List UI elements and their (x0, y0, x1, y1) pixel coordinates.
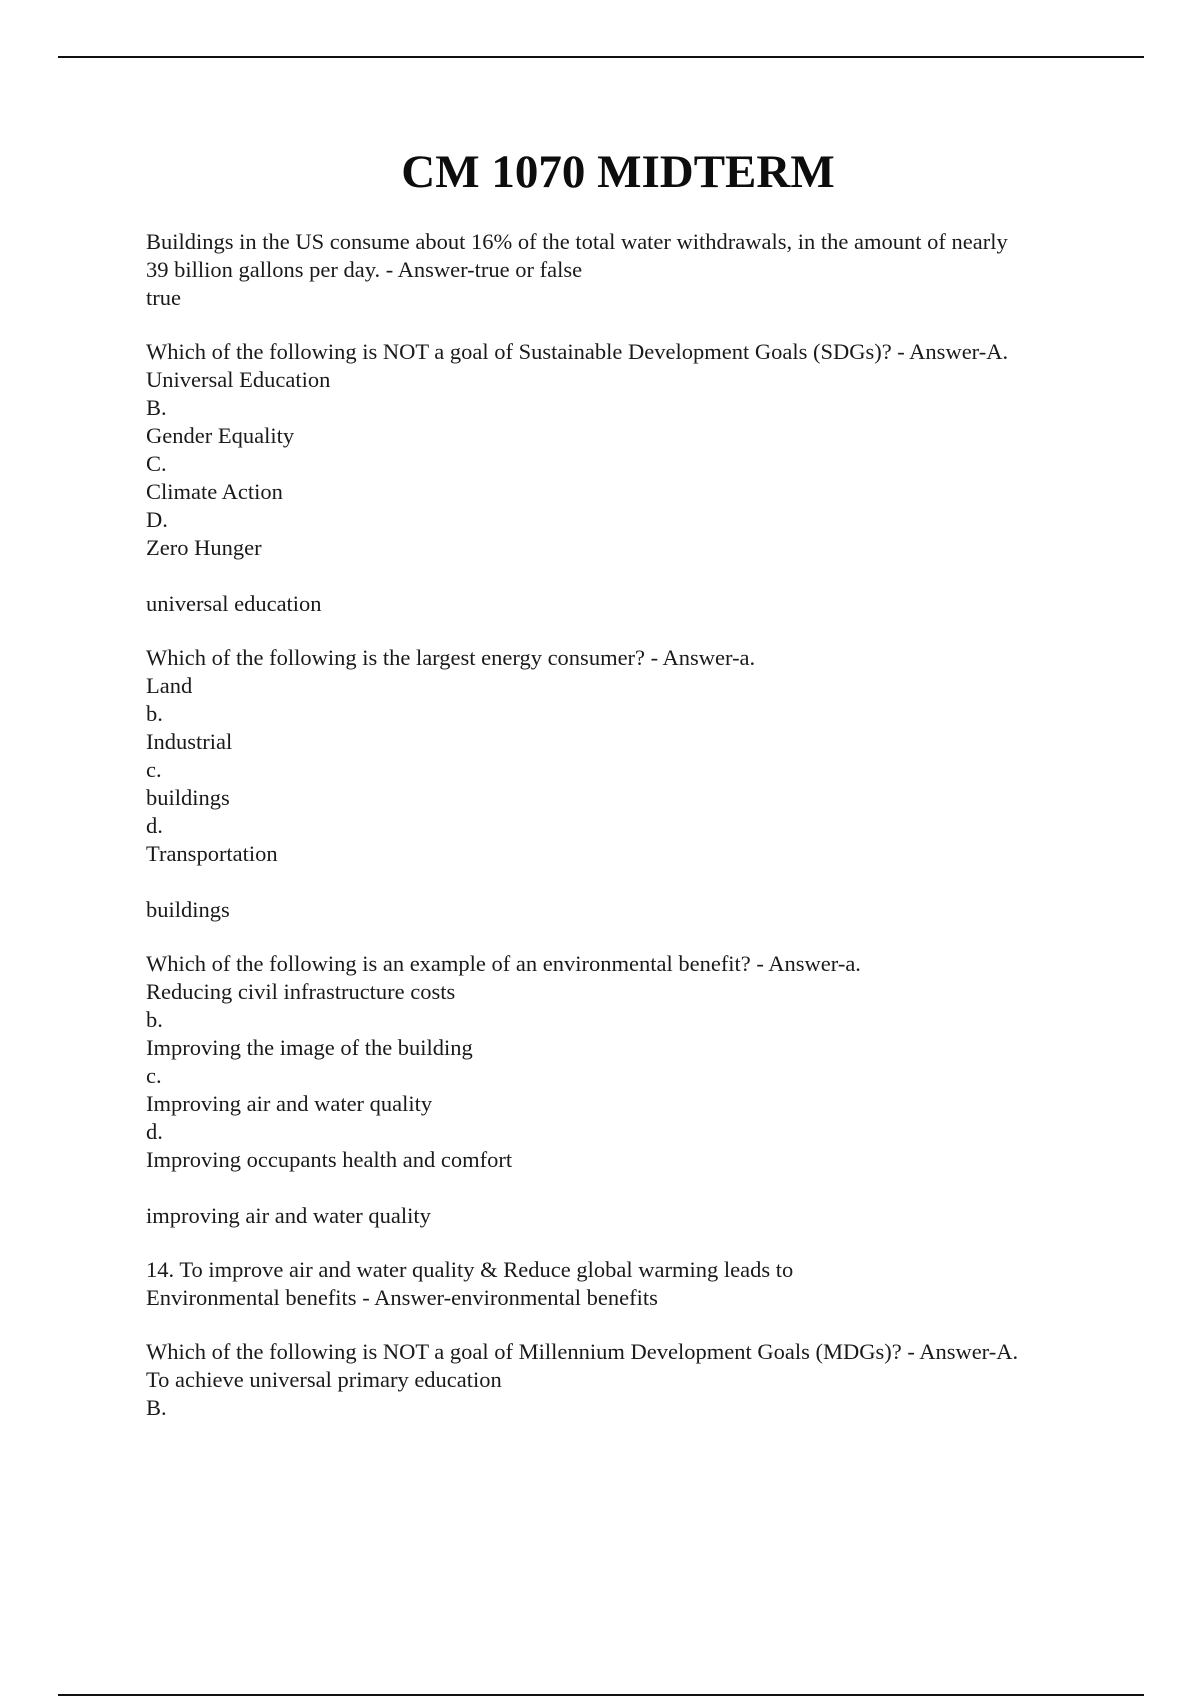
option-text: To achieve universal primary education (146, 1367, 502, 1392)
option-text: Transportation (146, 841, 278, 866)
option-text: buildings (146, 785, 230, 810)
question-mdgs (146, 1338, 1136, 1422)
question-text: Which of the following is NOT a goal of Sustainable Development Goals (SDGs)? - Answer-A. (146, 339, 1009, 364)
question-sdgs (146, 338, 1136, 618)
option-letter: d. (146, 813, 163, 838)
spacer (146, 868, 1136, 896)
option-letter: b. (146, 701, 163, 726)
option-letter: d. (146, 1119, 163, 1144)
document-body (146, 228, 1136, 1448)
question-environmental-benefit (146, 950, 1136, 1230)
question-text: Which of the following is an example of an environmental benefit? - Answer-a. (146, 951, 861, 976)
spacer (146, 1174, 1136, 1202)
question-text: 39 billion gallons per day. - Answer-true or false (146, 257, 583, 282)
bottom-rule (58, 1694, 1144, 1696)
answer-text: improving air and water quality (146, 1203, 431, 1228)
option-text: Industrial (146, 729, 233, 754)
question-water-withdrawals (146, 228, 1136, 312)
option-letter: B. (146, 395, 167, 420)
option-letter: C. (146, 451, 167, 476)
option-letter: c. (146, 1063, 162, 1088)
option-letter: b. (146, 1007, 163, 1032)
question-text: Which of the following is the largest energy consumer? - Answer-a. (146, 645, 756, 670)
question-text: Buildings in the US consume about 16% of the total water withdrawals, in the amount of nearly (146, 229, 1008, 254)
option-text: Land (146, 673, 193, 698)
question-text: Which of the following is NOT a goal of Millennium Development Goals (MDGs)? - Answer-A. (146, 1339, 1019, 1364)
answer-text: buildings (146, 897, 230, 922)
spacer (146, 562, 1136, 590)
question-text: Environmental benefits - Answer-environmental benefits (146, 1285, 658, 1310)
question-energy-consumer (146, 644, 1136, 924)
option-text: Universal Education (146, 367, 331, 392)
option-letter: B. (146, 1395, 167, 1420)
option-text: Reducing civil infrastructure costs (146, 979, 456, 1004)
option-letter: D. (146, 507, 168, 532)
top-rule (58, 56, 1144, 58)
question-environmental-benefits-14 (146, 1256, 1136, 1312)
option-text: Gender Equality (146, 423, 295, 448)
answer-text: universal education (146, 591, 322, 616)
option-text: Climate Action (146, 479, 283, 504)
option-text: Improving air and water quality (146, 1091, 433, 1116)
option-text: Improving the image of the building (146, 1035, 473, 1060)
answer-text: true (146, 285, 181, 310)
option-text: Zero Hunger (146, 535, 262, 560)
option-letter: c. (146, 757, 162, 782)
question-text: 14. To improve air and water quality & Reduce global warming leads to (146, 1257, 794, 1282)
page-title: CM 1070 MIDTERM (401, 146, 835, 198)
option-text: Improving occupants health and comfort (146, 1147, 513, 1172)
